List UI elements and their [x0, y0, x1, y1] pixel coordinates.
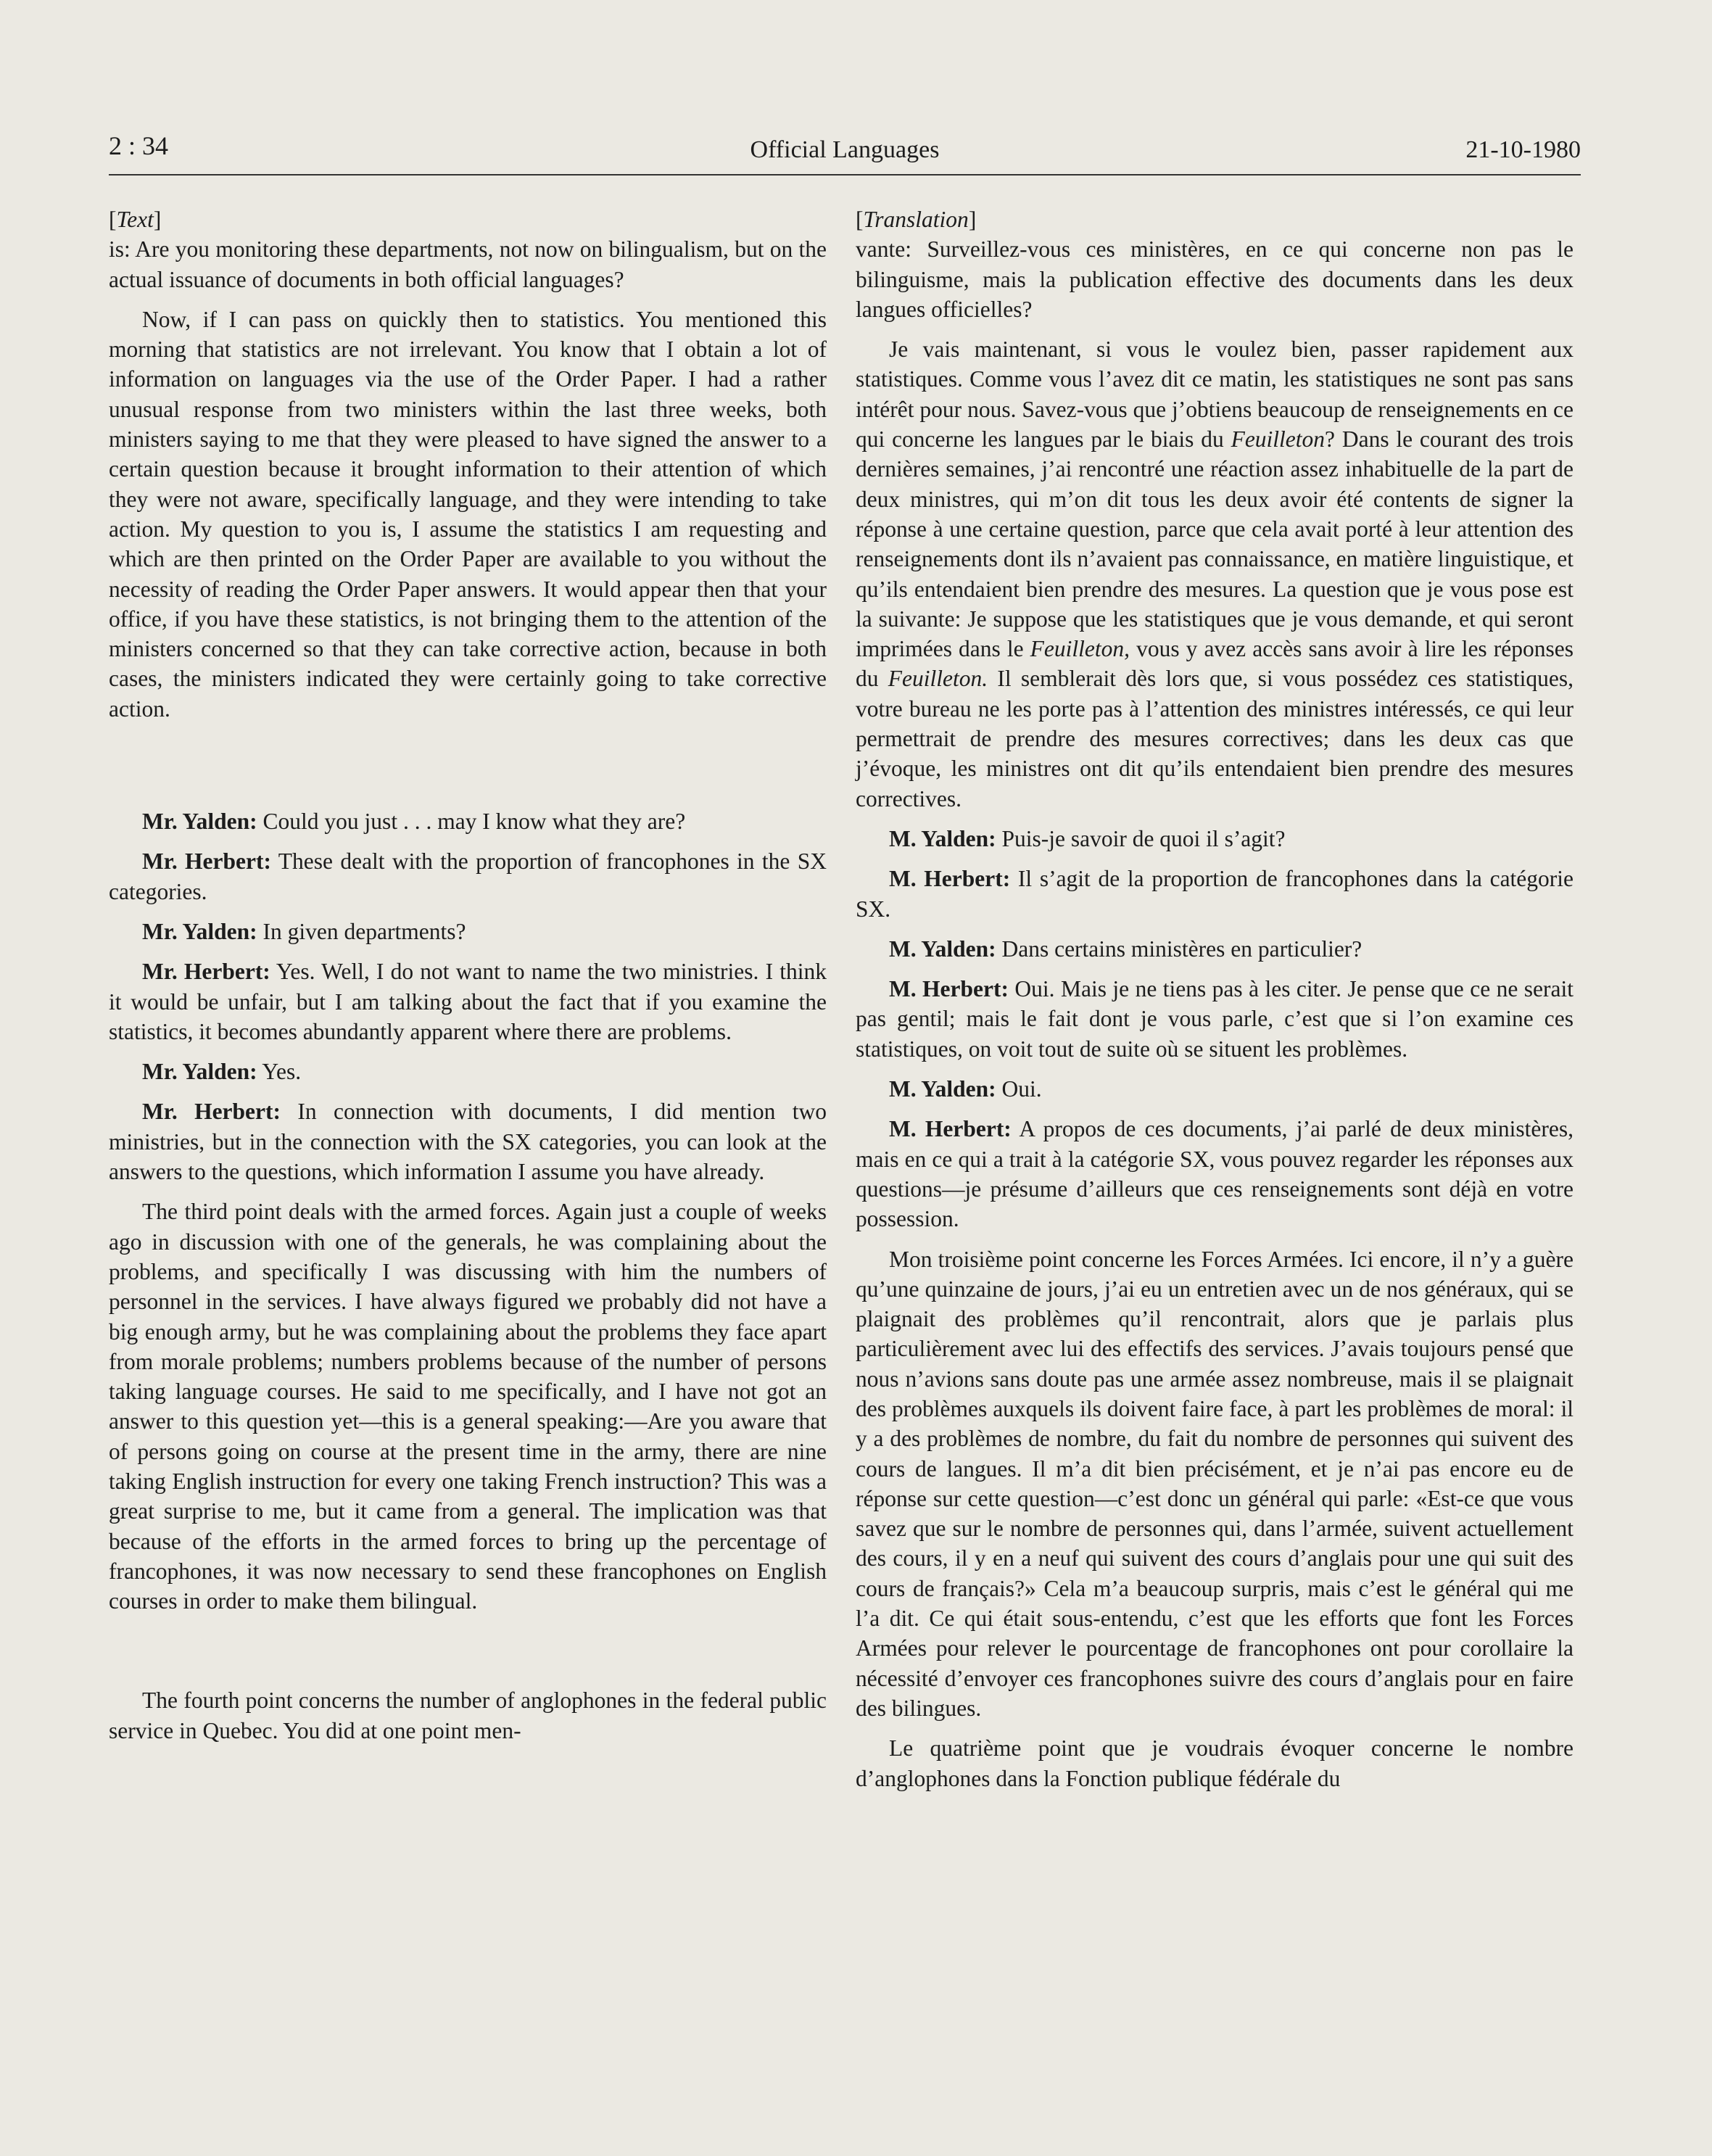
speaker-name: M. Yalden:: [889, 825, 996, 851]
dialogue-line: M. Herbert: Il s’agit de la proportion de francophones dans la catégorie SX.: [856, 866, 1574, 922]
dialogue-line: M. Yalden: Oui.: [889, 1076, 1042, 1102]
paragraph: is: Are you monitoring these departments, not now on bilingualism, but on the actual issuance of documents in both official languages?: [109, 236, 827, 292]
speaker-name: Mr. Yalden:: [142, 918, 257, 944]
dialogue-line: Mr. Herbert: In connection with documents, I did mention two ministries, but in the connection with the SX categories, you can look at the answers to the questions, which information I assume you have already.: [109, 1099, 827, 1185]
page-date: 21-10-1980: [1465, 136, 1581, 163]
page-header: [109, 131, 1581, 175]
speaker-name: Mr. Herbert:: [142, 848, 271, 875]
paragraph: Mon troisième point concerne les Forces Armées. Ici encore, il n’y a guère qu’une quinzaine de jours, j’ai eu un entretien avec un de nos généraux, qui se plaignait des problèmes qu’il rencontrait, alors que je parlais plus particulièrement avec lui des effectifs des services. J’avais toujours pensé que nous n’avions sans doute pas une armée assez nombreuse, mais il se plaignait des problèmes auxquels ils doivent faire face, à part les problèmes de moral: il y a des problèmes de nombre, du fait du nombre de personnes qui suivent des cours de langues. Il m’a dit bien précisément, et je n’ai pas encore eu de réponse sur cette question—c’est donc un général qui parle: «Est-ce que vous savez que sur le nombre de personnes qui, dans l’armée, suivent actuellement des cours, il y en a neuf qui suivent des cours d’anglais pour une qui suit des cours de français?» Cela m’a beaucoup surpris, mais c’est le général qui me l’a dit. Ce qui était sous-entendu, c’est que les efforts que font les Forces Armées pour relever le pourcentage de francophones ont pour corollaire la nécessité d’envoyer ces francophones suivre des cours d’anglais pour en faire des bilingues.: [856, 1246, 1574, 1721]
dialogue-line: M. Yalden: Dans certains ministères en particulier?: [889, 935, 1362, 962]
french-column: [856, 205, 1574, 1804]
dialogue-line: M. Yalden: Puis-je savoir de quoi il s’agit?: [889, 825, 1286, 851]
speaker-name: Mr. Herbert:: [142, 1099, 281, 1125]
speaker-name: M. Herbert:: [889, 866, 1011, 892]
dialogue-line: M. Herbert: A propos de ces documents, j’ai parlé de deux ministères, mais en ce qui a trait à la catégorie SX, vous pouvez regarder les réponses aux questions—je présume d’ailleurs que ces renseignements sont déjà en votre possession.: [856, 1116, 1574, 1232]
speaker-name: Mr. Yalden:: [142, 1059, 257, 1085]
dialogue-line: Mr. Herbert: Yes. Well, I do not want to name the two ministries. I think it would be unfair, but I am talking about the fact that if you examine the statistics, it becomes abundantly apparent where there are problems.: [109, 959, 827, 1044]
english-column: [109, 205, 827, 1756]
paragraph: Le quatrième point que je voudrais évoquer concerne le nombre d’anglophones dans la Fonction publique fédérale du: [856, 1735, 1574, 1791]
paragraph: Now, if I can pass on quickly then to statistics. You mentioned this morning that statistics are not irrelevant. You know that I obtain a lot of information on languages via the use of the Order Paper. I had a rather unusual response from two ministers within the last three weeks, both ministers saying to me that they were pleased to have signed the answer to a certain question because it brought information to their attention of which they were not aware, specifically language, and they were intending to take action. My question to you is, I assume the statistics I am requesting and which are then printed on the Order Paper are available to you without the necessity of reading the Order Paper answers. It would appear then that your office, if you have these statistics, is not bringing them to the attention of the ministers concerned so that they can take corrective action, because in both cases, the ministers indicated they were certainly going to take corrective action.: [109, 306, 827, 722]
paragraph: The fourth point concerns the number of anglophones in the federal public service in Quebec. You did at one point men-: [109, 1688, 827, 1743]
speaker-name: Mr. Herbert:: [142, 959, 270, 985]
paragraph: Je vais maintenant, si vous le voulez bien, passer rapidement aux statistiques. Comme vous l’avez dit ce matin, les statistiques ne sont pas sans intérêt pour nous. Savez-vous que j’obtiens beaucoup de renseignements en ce qui concerne les langues par le biais du Feuilleton? Dans le courant des trois dernières semaines, j’ai rencontré une réaction assez inhabituelle de la part de deux ministres, qui m’on dit tous les deux avoir été contents de signer la réponse à une certaine question, parce que cela avait porté à leur attention des renseignements dont ils n’avaient pas connaissance, en matière linguistique, et qu’ils entendaient bien prendre des mesures. La question que je vous pose est la suivante: Je suppose que les statistiques que je vous demande, et qui seront imprimées dans le Feuilleton, vous y avez accès sans avoir à lire les réponses du Feuilleton. Il semblerait dès lors que, si vous possédez ces statistiques, votre bureau ne les porte pas à l’attention des ministres intéressés, ce qui leur permettrait de prendre des mesures correctives; dans les deux cas que j’évoque, les ministres ont dit qu’ils entendaient bien prendre des mesures correctives.: [856, 336, 1574, 811]
column-gap: [109, 734, 827, 806]
speaker-name: M. Herbert:: [889, 976, 1009, 1002]
column-gap: [109, 1626, 827, 1685]
speaker-name: Mr. Yalden:: [142, 809, 257, 835]
dialogue-line: Mr. Herbert: These dealt with the proportion of francophones in the SX categories.: [109, 848, 827, 904]
running-title: Official Languages: [750, 136, 940, 163]
page-number: 2 : 34: [109, 131, 169, 160]
column-tag: [Translation]: [856, 207, 977, 232]
speaker-name: M. Yalden:: [889, 1076, 996, 1102]
speaker-name: M. Herbert:: [889, 1116, 1012, 1142]
dialogue-line: Mr. Yalden: Could you just . . . may I know what they are?: [142, 809, 686, 835]
column-tag: [Text]: [109, 207, 162, 232]
dialogue-line: M. Herbert: Oui. Mais je ne tiens pas à les citer. Je pense que ce ne serait pas gentil; mais le fait dont je vous parle, c’est que si l’on examine ces statistiques, on voit tout de suite où se situent les problèmes.: [856, 976, 1574, 1062]
dialogue-line: Mr. Yalden: Yes.: [142, 1059, 302, 1085]
dialogue-line: Mr. Yalden: In given departments?: [142, 918, 466, 944]
paragraph: The third point deals with the armed forces. Again just a couple of weeks ago in discussion with one of the generals, he was complaining about the problems, and specifically I was discussing with him the numbers of personnel in the services. I have always figured we probably did not have a big enough army, but he was complaining about the problems they face apart from morale problems; numbers problems because of the number of persons taking language courses. He said to me specifically, and I have not got an answer to this question yet—this is a general speaking:—Are you aware that of persons going on course at the present time in the army, there are nine taking English instruction for every one taking French instruction? This was a great surprise to me, but it came from a general. The implication was that because of the efforts in the armed forces to bring up the percentage of francophones, it was now necessary to send these francophones on English courses in order to make them bilingual.: [109, 1199, 827, 1614]
paragraph: vante: Surveillez-vous ces ministères, en ce qui concerne non pas le bilinguisme, mais la publication effective des documents dans les deux langues officielles?: [856, 236, 1574, 322]
speaker-name: M. Yalden:: [889, 935, 996, 962]
